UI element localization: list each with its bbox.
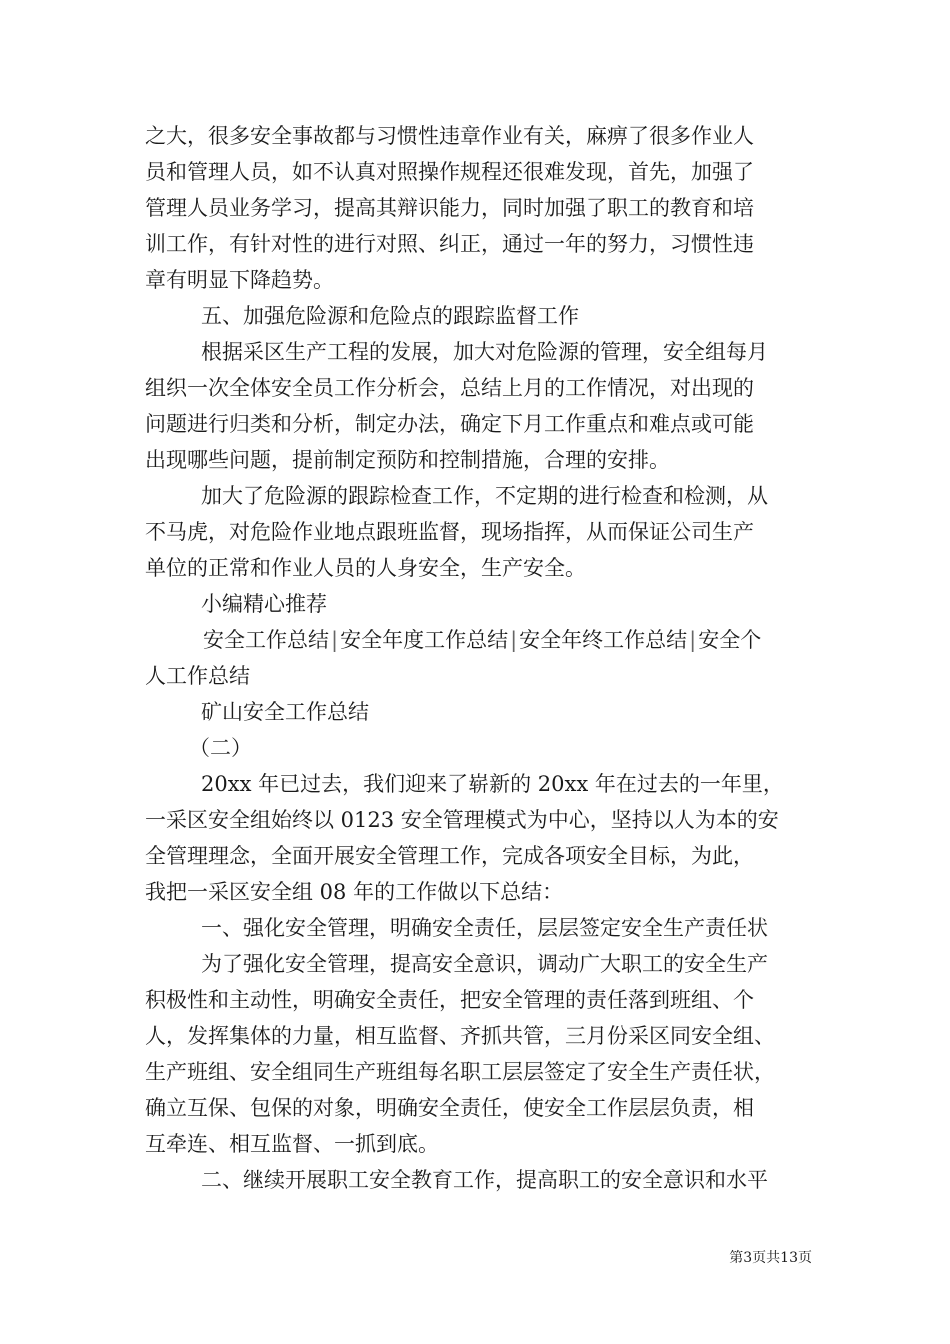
link-separator: | xyxy=(331,628,339,652)
related-links xyxy=(145,622,825,694)
text-line: 全管理理念，全面开展安全管理工作，完成各项安全目标，为此， xyxy=(145,844,754,868)
document-subtitle: 矿山安全工作总结 xyxy=(201,700,369,724)
text-line: 确立互保、包保的对象，明确安全责任，使安全工作层层负责，相 xyxy=(145,1096,754,1120)
text-line: 之大，很多安全事故都与习惯性违章作业有关，麻痹了很多作业人 xyxy=(145,124,754,148)
recommend-label: 小编精心推荐 xyxy=(201,592,327,616)
text-line: 20xx 年已过去，我们迎来了崭新的 20xx 年在过去的一年里， xyxy=(201,772,784,796)
section-heading: 二、继续开展职工安全教育工作，提高职工的安全意识和水平 xyxy=(201,1168,768,1192)
text-line: 加大了危险源的跟踪检查工作，不定期的进行检查和检测，从 xyxy=(201,484,768,508)
links-line xyxy=(145,622,825,658)
paragraph xyxy=(145,478,825,586)
text-line: 章有明显下降趋势。 xyxy=(145,268,334,292)
text-line: 生产班组、安全组同生产班组每名职工层层签定了安全生产责任状， xyxy=(145,1060,775,1084)
related-link[interactable]: 安全工作总结 xyxy=(203,628,329,652)
footer-prefix: 第 xyxy=(729,1250,744,1266)
paragraph xyxy=(145,766,825,910)
section-heading: 五、加强危险源和危险点的跟踪监督工作 xyxy=(201,304,579,328)
text-line: 我把一采区安全组 08 年的工作做以下总结： xyxy=(145,880,564,904)
text-line: 组织一次全体安全员工作分析会，总结上月的工作情况，对出现的 xyxy=(145,376,754,400)
link-separator: | xyxy=(689,628,697,652)
related-link[interactable]: 安全年度工作总结 xyxy=(340,628,509,652)
section-marker: （二） xyxy=(189,736,252,760)
text-line: 为了强化安全管理，提高安全意识，调动广大职工的安全生产 xyxy=(201,952,768,976)
text-line: 一采区安全组始终以 0123 安全管理模式为中心，坚持以人为本的安 xyxy=(145,808,779,832)
text-line: 积极性和主动性，明确安全责任，把安全管理的责任落到班组、个 xyxy=(145,988,754,1012)
page-total: 13 xyxy=(780,1250,798,1266)
document-body xyxy=(145,118,825,1198)
related-link-continuation[interactable]: 人工作总结 xyxy=(145,664,250,688)
paragraph xyxy=(145,118,825,298)
related-link[interactable]: 安全个 xyxy=(698,628,762,652)
text-line: 互牵连、相互监督、一抓到底。 xyxy=(145,1132,439,1156)
text-line: 单位的正常和作业人员的人身安全，生产安全。 xyxy=(145,556,586,580)
text-line: 问题进行归类和分析，制定办法，确定下月工作重点和难点或可能 xyxy=(145,412,754,436)
text-line: 根据采区生产工程的发展，加大对危险源的管理，安全组每月 xyxy=(201,340,768,364)
footer-suffix: 页 xyxy=(798,1250,812,1266)
text-line: 不马虎，对危险作业地点跟班监督，现场指挥，从而保证公司生产 xyxy=(145,520,754,544)
text-line: 员和管理人员，如不认真对照操作规程还很难发现，首先，加强了 xyxy=(145,160,754,184)
section-heading: 一、强化安全管理，明确安全责任，层层签定安全生产责任状 xyxy=(201,916,768,940)
related-link[interactable]: 安全年终工作总结 xyxy=(519,628,688,652)
text-line: 出现哪些问题，提前制定预防和控制措施，合理的安排。 xyxy=(145,448,670,472)
text-line: 管理人员业务学习，提高其辩识能力，同时加强了职工的教育和培 xyxy=(145,196,754,220)
link-separator: | xyxy=(510,628,518,652)
footer-mid: 页共 xyxy=(752,1250,781,1266)
text-line: 训工作，有针对性的进行对照、纠正，通过一年的努力，习惯性违 xyxy=(145,232,754,256)
text-line: 人，发挥集体的力量，相互监督、齐抓共管，三月份采区同安全组、 xyxy=(145,1024,775,1048)
paragraph xyxy=(145,946,825,1162)
page-footer xyxy=(0,1248,950,1268)
page-number: 3 xyxy=(743,1250,753,1266)
paragraph xyxy=(145,334,825,478)
